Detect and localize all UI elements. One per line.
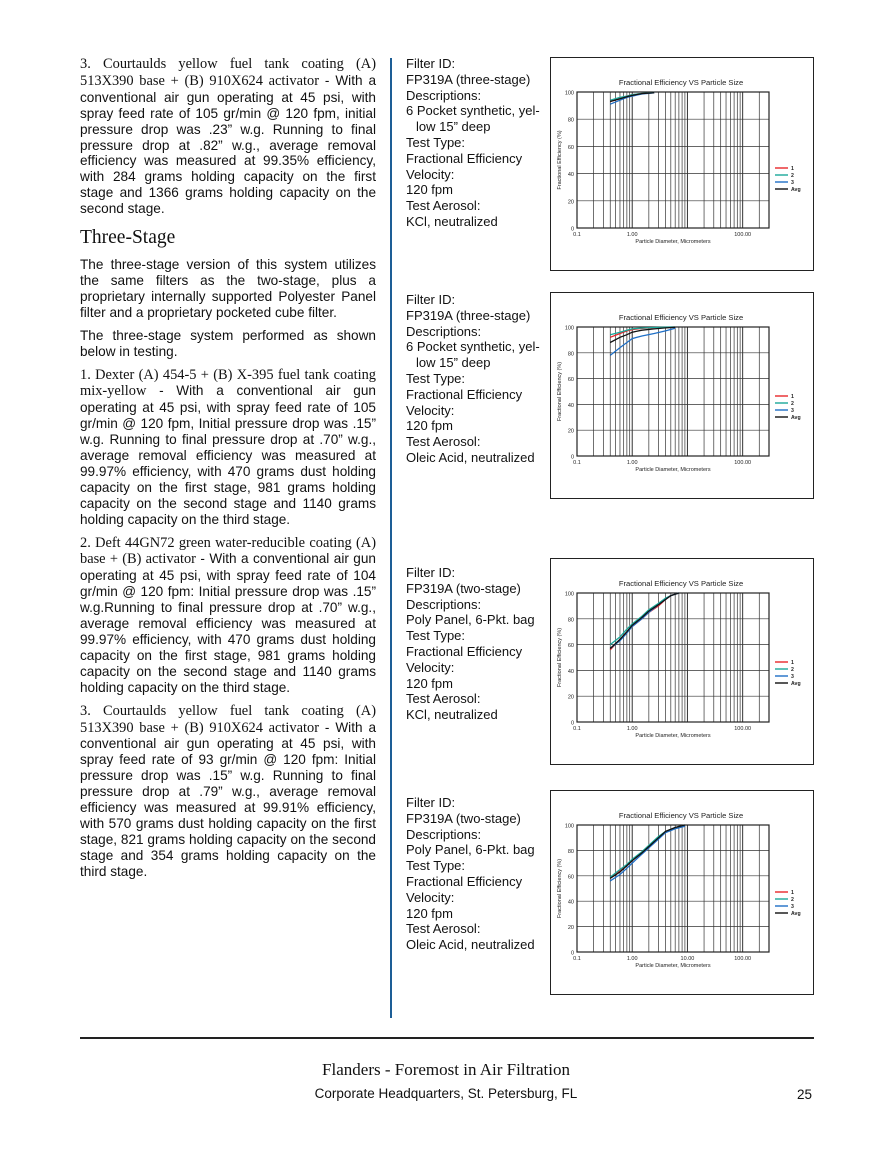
- column-divider: [390, 58, 392, 1018]
- page-number: 25: [797, 1087, 813, 1102]
- spec-value: FP319A (two-stage): [406, 810, 521, 826]
- series-line-avg: [610, 825, 685, 878]
- paragraph-body: - With a conventional air gun operating at 45 psi, with spray feed rate of 105 gr/min @ 120 fpm, Initial pressure drop was .15” w.g. Running to final pressure drop at .70” w.g., average removal efficiency was measured at 99.97% efficiency, with 470 grams dust holding capacity on the first stage, 981 grams holding capacity on the second stage and 1140 grams holding capacity on the third stage.: [80, 383, 376, 527]
- efficiency-chart-3: [551, 559, 813, 764]
- legend-label: 2: [791, 667, 794, 673]
- paragraph-lead: 3. Courtaulds yellow fuel tank coating (A) 513X390 base + (B) 910X624 activator: [80, 56, 376, 89]
- legend-label: Avg: [791, 911, 801, 917]
- spec-label: Descriptions:: [406, 323, 482, 339]
- spec-block-3: [406, 565, 548, 723]
- series-line-3: [610, 826, 685, 881]
- legend-label: Avg: [791, 681, 801, 687]
- chart-title: Fractional Efficiency VS Particle Size: [618, 579, 744, 588]
- y-axis-label: Fractional Efficiency (%): [557, 627, 563, 688]
- x-tick-label: 1.00: [626, 956, 638, 962]
- spec-value: Oleic Acid, neutralized: [406, 937, 535, 953]
- spec-value: 6 Pocket synthetic, yel-: [406, 339, 540, 355]
- chart-box-3: [550, 558, 814, 765]
- paragraph-courtaulds-two-stage: [80, 56, 376, 217]
- spec-value: low 15” deep: [416, 355, 491, 371]
- legend-label: 3: [791, 180, 794, 186]
- paragraph-performance: The three-stage system performed as shown below in testing.: [80, 327, 376, 359]
- paragraph-intro: The three-stage version of this system utilizes the same filters as the two-stage, plus a proprietary internally supported Polyester Panel filter and a proprietary pocketed cube filter.: [80, 257, 376, 320]
- x-tick-label: 100.00: [734, 726, 752, 732]
- legend-label: 2: [791, 897, 794, 903]
- legend-label: 3: [791, 408, 794, 414]
- footer-brand: Flanders - Foremost in Air Filtration: [322, 1060, 570, 1079]
- legend-label: Avg: [791, 415, 801, 421]
- spec-value: 120 fpm: [406, 905, 453, 921]
- legend-label: 3: [791, 674, 794, 680]
- spec-label: Descriptions:: [406, 596, 482, 612]
- spec-label: Filter ID:: [406, 565, 456, 580]
- spec-value: KCl, neutralized: [406, 213, 498, 229]
- y-tick-label: 100: [564, 591, 574, 598]
- spec-value: 6 Pocket synthetic, yel-: [406, 103, 540, 119]
- y-tick-label: 0: [570, 454, 574, 461]
- spec-value: low 15” deep: [416, 119, 491, 135]
- chart-box-1: [550, 57, 814, 271]
- x-axis-label: Particle Diameter, Micrometers: [635, 239, 711, 245]
- x-tick-label: 1.00: [626, 232, 638, 238]
- legend-label: 1: [791, 166, 794, 172]
- x-tick-label: 1.00: [626, 460, 638, 466]
- efficiency-chart-2: [551, 293, 813, 498]
- y-tick-label: 40: [567, 668, 574, 675]
- legend-label: 2: [791, 173, 794, 179]
- chart-title: Fractional Efficiency VS Particle Size: [618, 811, 744, 820]
- spec-value: Fractional Efficiency: [406, 150, 523, 166]
- x-axis-label: Particle Diameter, Micrometers: [635, 467, 711, 473]
- y-tick-label: 100: [564, 90, 574, 97]
- paragraph-lead: 3. Courtaulds yellow fuel tank coating (A) 513X390 base + (B) 910X624 activator: [80, 702, 376, 736]
- y-axis-label: Fractional Efficiency (%): [557, 130, 563, 190]
- spec-label: Test Type:: [406, 134, 466, 150]
- legend-label: 2: [791, 401, 794, 407]
- spec-block-4: [406, 795, 548, 953]
- spec-label: Descriptions:: [406, 87, 482, 103]
- spec-label: Velocity:: [406, 166, 455, 182]
- spec-label: Velocity:: [406, 889, 455, 905]
- y-tick-label: 0: [570, 226, 574, 233]
- y-tick-label: 20: [567, 925, 574, 932]
- efficiency-chart-1: [551, 58, 813, 270]
- y-tick-label: 60: [567, 377, 574, 384]
- y-tick-label: 20: [567, 428, 574, 435]
- spec-value: Fractional Efficiency: [406, 643, 523, 659]
- legend-label: Avg: [791, 187, 801, 193]
- paragraph-lead: 1. Dexter (A) 454-5 + (B) X-395 fuel tank coating mix-yellow: [80, 366, 376, 400]
- left-text-column: [80, 56, 376, 887]
- y-tick-label: 60: [567, 643, 574, 650]
- y-tick-label: 80: [567, 117, 574, 124]
- spec-value: Poly Panel, 6-Pkt. bag: [406, 842, 535, 858]
- spec-label: Test Aerosol:: [406, 691, 481, 707]
- spec-value: Fractional Efficiency: [406, 873, 523, 889]
- paragraph-body: - With a conventional air gun operating at 45 psi, with spray feed rate of 93 gr/min @ 120 fpm: Initial pressure drop was .15” w.g. Running to final pressure drop at .79” w.g., average removal efficiency was measured at 99.91% efficiency, with 570 grams dust holding capacity on the first stage, 821 grams holding capacity on the second stage and 354 grams holding capacity on the third stage.: [80, 719, 377, 879]
- footer-rule: [80, 1037, 814, 1039]
- spec-label: Velocity:: [406, 659, 455, 675]
- x-tick-label: 1.00: [626, 726, 638, 732]
- spec-value: Oleic Acid, neutralized: [406, 449, 535, 465]
- y-tick-label: 100: [564, 823, 574, 830]
- section-title: Three-Stage: [80, 227, 176, 249]
- spec-label: Test Aerosol:: [406, 198, 481, 214]
- y-axis-label: Fractional Efficiency (%): [557, 858, 563, 919]
- y-tick-label: 60: [567, 144, 574, 151]
- y-tick-label: 0: [570, 950, 574, 957]
- spec-label: Test Aerosol:: [406, 434, 481, 450]
- footer-headquarters: Corporate Headquarters, St. Petersburg, FL: [314, 1086, 578, 1101]
- spec-label: Velocity:: [406, 402, 455, 418]
- paragraph-deft: [80, 535, 376, 696]
- spec-label: Test Type:: [406, 370, 466, 386]
- spec-label: Filter ID:: [406, 292, 456, 307]
- y-tick-label: 40: [567, 172, 574, 179]
- legend-label: 3: [791, 904, 794, 910]
- chart-title: Fractional Efficiency VS Particle Size: [618, 78, 744, 87]
- spec-value: Poly Panel, 6-Pkt. bag: [406, 612, 535, 628]
- spec-value: 120 fpm: [406, 418, 453, 434]
- spec-value: FP319A (two-stage): [406, 580, 521, 596]
- y-tick-label: 80: [567, 351, 574, 358]
- chart-box-4: [550, 790, 814, 995]
- spec-value: KCl, neutralized: [406, 707, 498, 723]
- y-tick-label: 80: [567, 848, 574, 855]
- x-tick-label: 10.00: [680, 956, 695, 962]
- series-line-3: [610, 593, 679, 649]
- spec-value: FP319A (three-stage): [406, 71, 531, 87]
- y-axis-label: Fractional Efficiency (%): [557, 361, 563, 422]
- y-tick-label: 60: [567, 874, 574, 881]
- spec-value: 120 fpm: [406, 182, 453, 198]
- y-tick-label: 0: [570, 720, 574, 727]
- y-tick-label: 40: [567, 899, 574, 906]
- chart-box-2: [550, 292, 814, 499]
- legend-label: 1: [791, 394, 794, 400]
- x-tick-label: 100.00: [734, 956, 752, 962]
- spec-label: Filter ID:: [406, 795, 456, 810]
- spec-value: Fractional Efficiency: [406, 386, 523, 402]
- paragraph-lead: 2. Deft 44GN72 green water-reducible coating (A) base + (B) activator: [80, 534, 376, 568]
- y-tick-label: 20: [567, 199, 574, 206]
- spec-value: FP319A (three-stage): [406, 307, 531, 323]
- paragraph-dexter: [80, 367, 376, 528]
- paragraph-body: - With a conventional air gun operating at 45 psi, with spray feed rate of 104 gr/min @ 120 fpm: Initial pressure drop was .15” w.g.Running to final pressure drop at .70” w.g., average removal efficiency was measured at 99.97% efficiency, with 470 grams dust holding capacity on the first stage, 981 grams holding capacity on the second stage and 1140 grams holding capacity on the third stage.: [80, 551, 376, 695]
- x-axis-label: Particle Diameter, Micrometers: [635, 963, 711, 969]
- x-tick-label: 100.00: [734, 232, 752, 238]
- legend-label: 1: [791, 890, 794, 896]
- series-line-1: [610, 593, 679, 650]
- chart-title: Fractional Efficiency VS Particle Size: [618, 313, 744, 322]
- y-tick-label: 80: [567, 617, 574, 624]
- y-tick-label: 20: [567, 694, 574, 701]
- spec-label: Filter ID:: [406, 56, 456, 71]
- x-tick-label: 0.1: [573, 460, 581, 466]
- y-tick-label: 40: [567, 402, 574, 409]
- spec-label: Descriptions:: [406, 826, 482, 842]
- paragraph-courtaulds-three-stage: [80, 703, 376, 880]
- x-tick-label: 0.1: [573, 232, 581, 238]
- x-tick-label: 100.00: [734, 460, 752, 466]
- paragraph-body: - With a conventional air gun operating at 45 psi, with spray feed rate of 105 gr/min @ 120 fpm, initial pressure drop was .23” w.g. Running to final pressure drop at .82” w.g., average removal efficiency was measured at 99.35% efficiency, with 284 grams holding capacity on the first stage and 1366 grams holding capacity on the second stage.: [80, 72, 377, 217]
- x-tick-label: 0.1: [573, 726, 581, 732]
- x-tick-label: 0.1: [573, 956, 581, 962]
- spec-value: 120 fpm: [406, 675, 453, 691]
- spec-block-1: [406, 56, 548, 230]
- spec-label: Test Aerosol:: [406, 921, 481, 937]
- y-tick-label: 100: [564, 325, 574, 332]
- spec-block-2: [406, 292, 548, 466]
- spec-label: Test Type:: [406, 858, 466, 874]
- efficiency-chart-4: [551, 791, 813, 994]
- x-axis-label: Particle Diameter, Micrometers: [635, 733, 711, 739]
- legend-label: 1: [791, 660, 794, 666]
- spec-label: Test Type:: [406, 628, 466, 644]
